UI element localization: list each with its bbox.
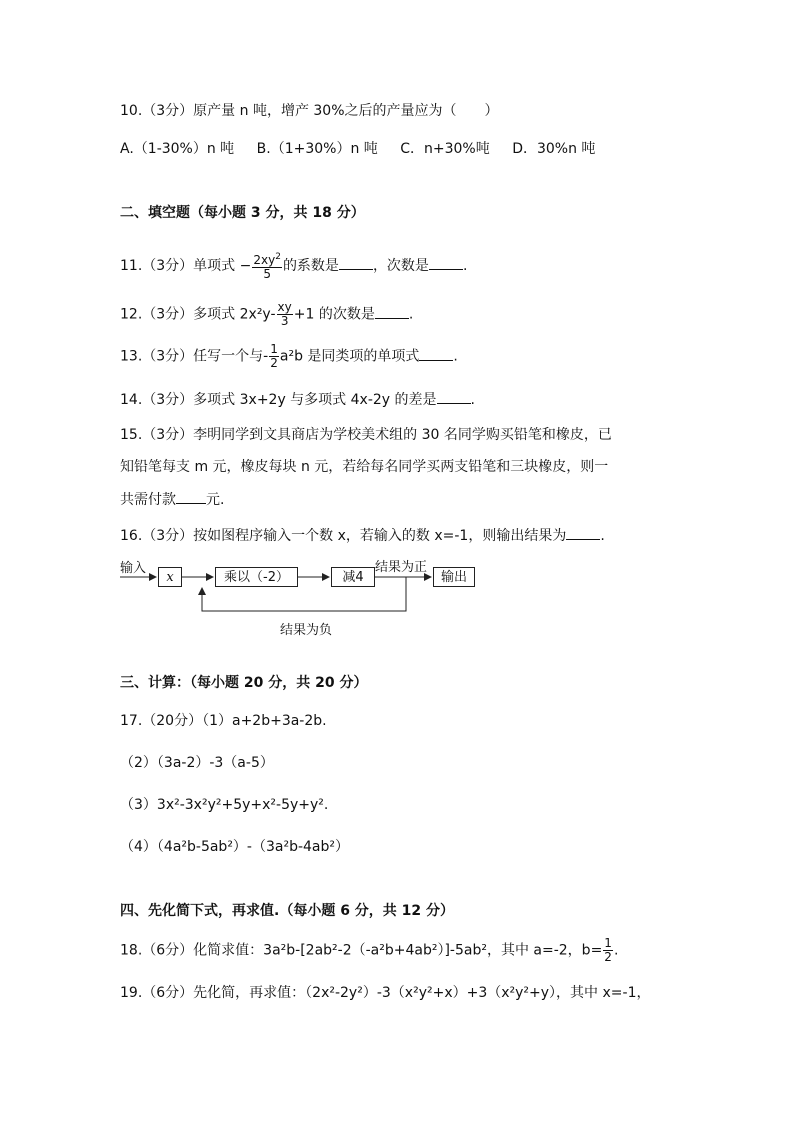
q11-fraction — [252, 251, 282, 281]
flowchart-negative-label: 结果为负 — [280, 623, 333, 638]
option-d: D．30%n 吨 — [512, 141, 596, 157]
question-17-part-3: （3）3x²-3x²y²+5y+x²-5y+y². — [120, 797, 329, 813]
question-19: 19.（6分）先化简，再求值：（2x²-2y²）-3（x²y²+x）+3（x²y²+y），其中 x=-1， — [120, 985, 651, 1001]
q13-numerator: 1 — [270, 342, 278, 356]
q12-denominator: 3 — [280, 314, 289, 328]
answer-blank[interactable] — [375, 304, 409, 319]
q15-text-pre: 共需付款 — [120, 492, 176, 508]
q11-text-post: 的系数是 — [282, 258, 339, 274]
answer-blank[interactable] — [176, 489, 206, 504]
q16-text: 16.（3分）按如图程序输入一个数 x，若输入的数 x=-1，则输出结果为 — [120, 528, 567, 544]
answer-blank[interactable] — [429, 255, 463, 270]
q12-text-pre: 12.（3分）多项式 2x²y- — [120, 306, 276, 323]
flowchart-output-box: 输出 — [433, 567, 475, 587]
answer-blank[interactable] — [419, 346, 453, 361]
q18-fraction — [603, 937, 613, 964]
q13-text-pre: 13.（3分）任写一个与- — [120, 348, 269, 365]
question-11 — [120, 251, 467, 281]
question-15-line-1: 15.（3分）李明同学到文具商店为学校美术组的 30 名同学购买铅笔和橡皮，已 — [120, 427, 612, 443]
q11-text-end: . — [462, 258, 468, 274]
flowchart-positive-label: 结果为正 — [375, 560, 428, 575]
question-12 — [120, 301, 413, 328]
answer-blank[interactable] — [566, 525, 600, 540]
question-13 — [120, 343, 458, 370]
q11-text-mid: ，次数是 — [372, 258, 429, 274]
q13-text-post: a²b 是同类项的单项式 — [279, 348, 420, 365]
program-flowchart — [118, 555, 488, 640]
q16-text-end: . — [600, 528, 605, 544]
answer-blank[interactable] — [437, 389, 471, 404]
q18-numerator: 1 — [604, 936, 612, 950]
question-15-line-3 — [120, 489, 224, 510]
question-10-stem: 10.（3分）原产量 n 吨，增产 30%之后的产量应为（ ） — [120, 103, 499, 119]
option-a: A.（1-30%）n 吨 — [120, 141, 235, 157]
q13-denominator: 2 — [270, 356, 278, 370]
q14-text: 14.（3分）多项式 3x+2y 与多项式 4x-2y 的差是 — [120, 392, 437, 408]
q14-text-end: . — [470, 392, 475, 408]
question-16 — [120, 525, 605, 546]
q18-text-end: . — [613, 942, 619, 959]
option-b: B.（1+30%）n 吨 — [256, 141, 378, 157]
q11-denominator: 5 — [263, 267, 271, 281]
question-17-part-4: （4）（4a²b-5ab²）-（3a²b-4ab²） — [120, 839, 350, 855]
question-17-part-2: （2）（3a-2）-3（a-5） — [120, 755, 274, 771]
q13-fraction — [269, 343, 279, 370]
flowchart-multiply-box: 乘以（-2） — [215, 567, 298, 587]
question-18 — [120, 937, 618, 964]
q11-numerator-exponent: 2 — [275, 252, 281, 262]
question-14 — [120, 389, 475, 410]
flowchart-x-box: x — [158, 567, 182, 587]
q15-text-end: 元. — [206, 492, 225, 508]
q12-text-post: +1 的次数是 — [293, 306, 375, 323]
q12-text-end: . — [408, 306, 414, 323]
q18-text: 18.（6分）化简求值：3a²b-[2ab²-2（-a²b+4ab²）]-5ab²，其中 a=-2，b= — [120, 942, 603, 959]
q12-numerator: xy — [277, 300, 292, 314]
flowchart-input-label: 输入 — [120, 561, 147, 576]
q12-fraction — [277, 301, 293, 328]
q11-numerator: 2xy — [253, 253, 276, 267]
answer-blank[interactable] — [339, 255, 373, 270]
question-15-line-2: 知铅笔每支 m 元，橡皮每块 n 元，若给每名同学买两支铅笔和三块橡皮，则一 — [120, 459, 609, 475]
question-17-part-1: 17.（20分）（1）a+2b+3a-2b. — [120, 713, 327, 729]
option-c: C．n+30%吨 — [400, 141, 490, 157]
section-4-heading: 四、先化简下式，再求值.（每小题 6 分，共 12 分） — [120, 903, 455, 919]
q11-text-pre: 11.（3分）单项式 − — [120, 258, 252, 274]
q18-denominator: 2 — [604, 950, 612, 964]
section-3-heading: 三、计算：（每小题 20 分，共 20 分） — [120, 675, 368, 691]
q13-text-end: . — [453, 348, 458, 365]
question-10-options — [120, 139, 613, 159]
section-2-heading: 二、填空题（每小题 3 分，共 18 分） — [120, 205, 365, 221]
flowchart-subtract-box: 减4 — [331, 567, 375, 587]
